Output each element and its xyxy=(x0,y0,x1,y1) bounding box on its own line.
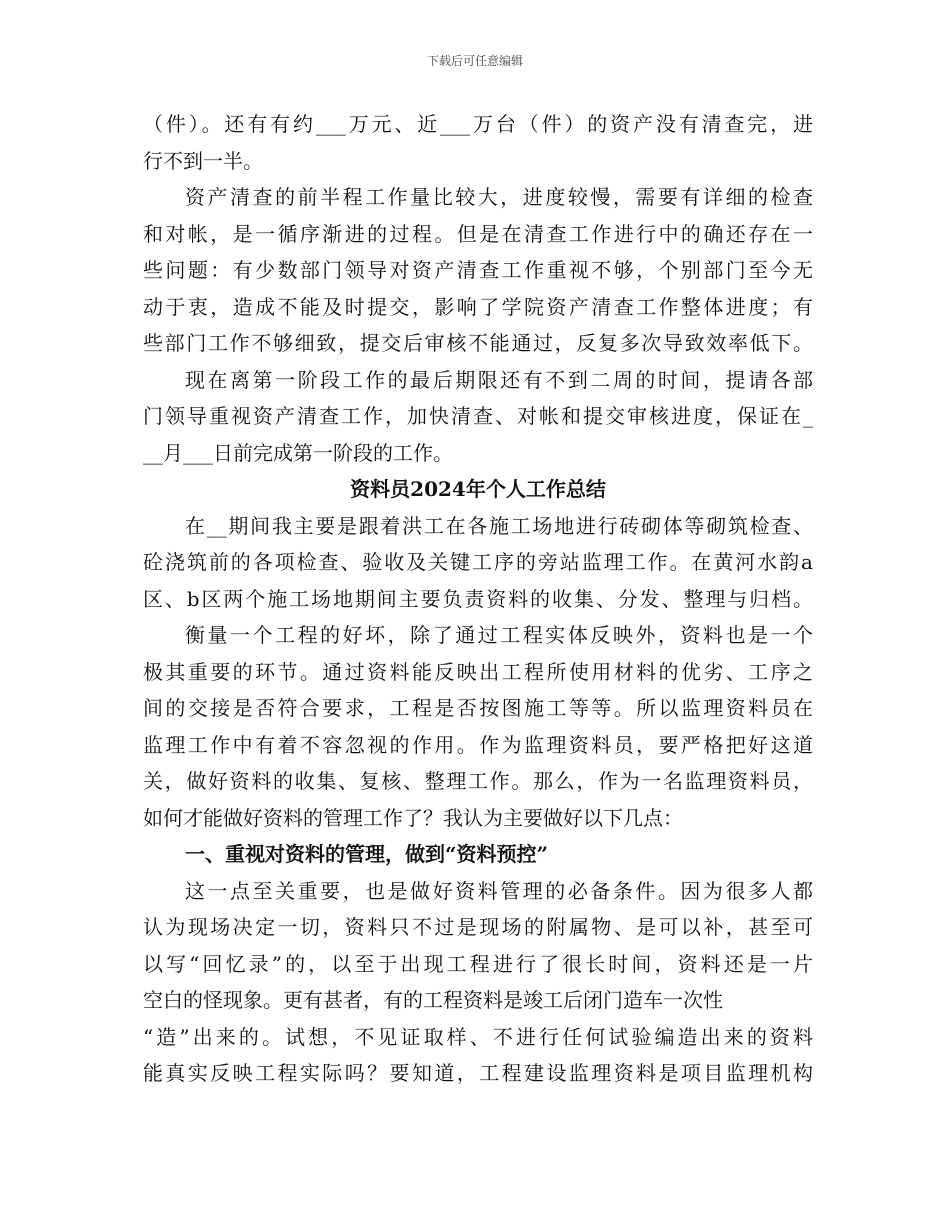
body-line: 以写“回忆录”的，以至于出现工程进行了很长时间，资料还是一片 xyxy=(143,951,813,976)
body-line: 极其重要的环节。通过资料能反映出工程所使用材料的优劣、工序之 xyxy=(143,659,813,684)
page-header: 下载后可任意编辑 xyxy=(426,54,523,68)
body-line: 能真实反映工程实际吗？要知道，工程建设监理资料是项目监理机构 xyxy=(143,1061,813,1085)
body-line: （件）。还有有约___万元、近___万台（件）的资产没有清查完，进 xyxy=(143,112,813,136)
body-line: 行不到一半。 xyxy=(143,148,263,173)
body-line: 间的交接是否符合要求，工程是否按图施工等等。所以监理资料员在 xyxy=(143,696,813,720)
paragraph-start: 衡量一个工程的好坏，除了通过工程实体反映外，资料也是一个 xyxy=(185,623,813,647)
paragraph-start: 在__期间我主要是跟着洪工在各施工场地进行砖砌体等砌筑检查、 xyxy=(185,513,813,538)
document-title: 资料员2024年个人工作总结 xyxy=(350,477,606,501)
body-line: 监理工作中有着不容忽视的作用。作为监理资料员，要严格把好这道 xyxy=(143,732,813,757)
body-line: 动于衷，造成不能及时提交，影响了学院资产清查工作整体进度；有 xyxy=(143,294,813,319)
body-line: 如何才能做好资料的管理工作了？我认为主要做好以下几点： xyxy=(143,805,683,830)
body-line: 空白的怪现象。更有甚者，有的工程资料是竣工后闭门造车一次性 xyxy=(143,988,723,1012)
body-line: 砼浇筑前的各项检查、验收及关键工序的旁站监理工作。在黄河水韵a xyxy=(143,550,813,574)
paragraph-start: 这一点至关重要，也是做好资料管理的必备条件。因为很多人都 xyxy=(185,878,813,903)
paragraph-start: 资产清查的前半程工作量比较大，进度较慢，需要有详细的检查 xyxy=(185,185,813,209)
paragraph-start: 现在离第一阶段工作的最后期限还有不到二周的时间，提请各部 xyxy=(185,367,813,392)
body-line: 门领导重视资产清查工作，加快清查、对帐和提交审核进度，保证在_ xyxy=(143,404,813,428)
body-line: __月___日前完成第一阶段的工作。 xyxy=(143,440,453,465)
body-line: 关，做好资料的收集、复核、整理工作。那么，作为一名监理资料员， xyxy=(143,769,813,793)
body-line: 些问题：有少数部门领导对资产清查工作重视不够，个别部门至今无 xyxy=(143,258,813,282)
body-line: 认为现场决定一切，资料只不过是现场的附属物、是可以补，甚至可 xyxy=(143,915,813,939)
document-body xyxy=(143,106,813,1092)
body-line: 些部门工作不够细致，提交后审核不能通过，反复多次导致效率低下。 xyxy=(143,331,813,355)
body-line: 和对帐，是一循序渐进的过程。但是在清查工作进行中的确还存在一 xyxy=(143,221,813,246)
body-line: 区、b区两个施工场地期间主要负责资料的收集、分发、整理与归档。 xyxy=(143,586,813,611)
section-heading: 一、重视对资料的管理，做到“资料预控” xyxy=(185,842,549,866)
body-line: “造”出来的。试想，不见证取样、不进行任何试验编造出来的资料 xyxy=(143,1024,813,1049)
